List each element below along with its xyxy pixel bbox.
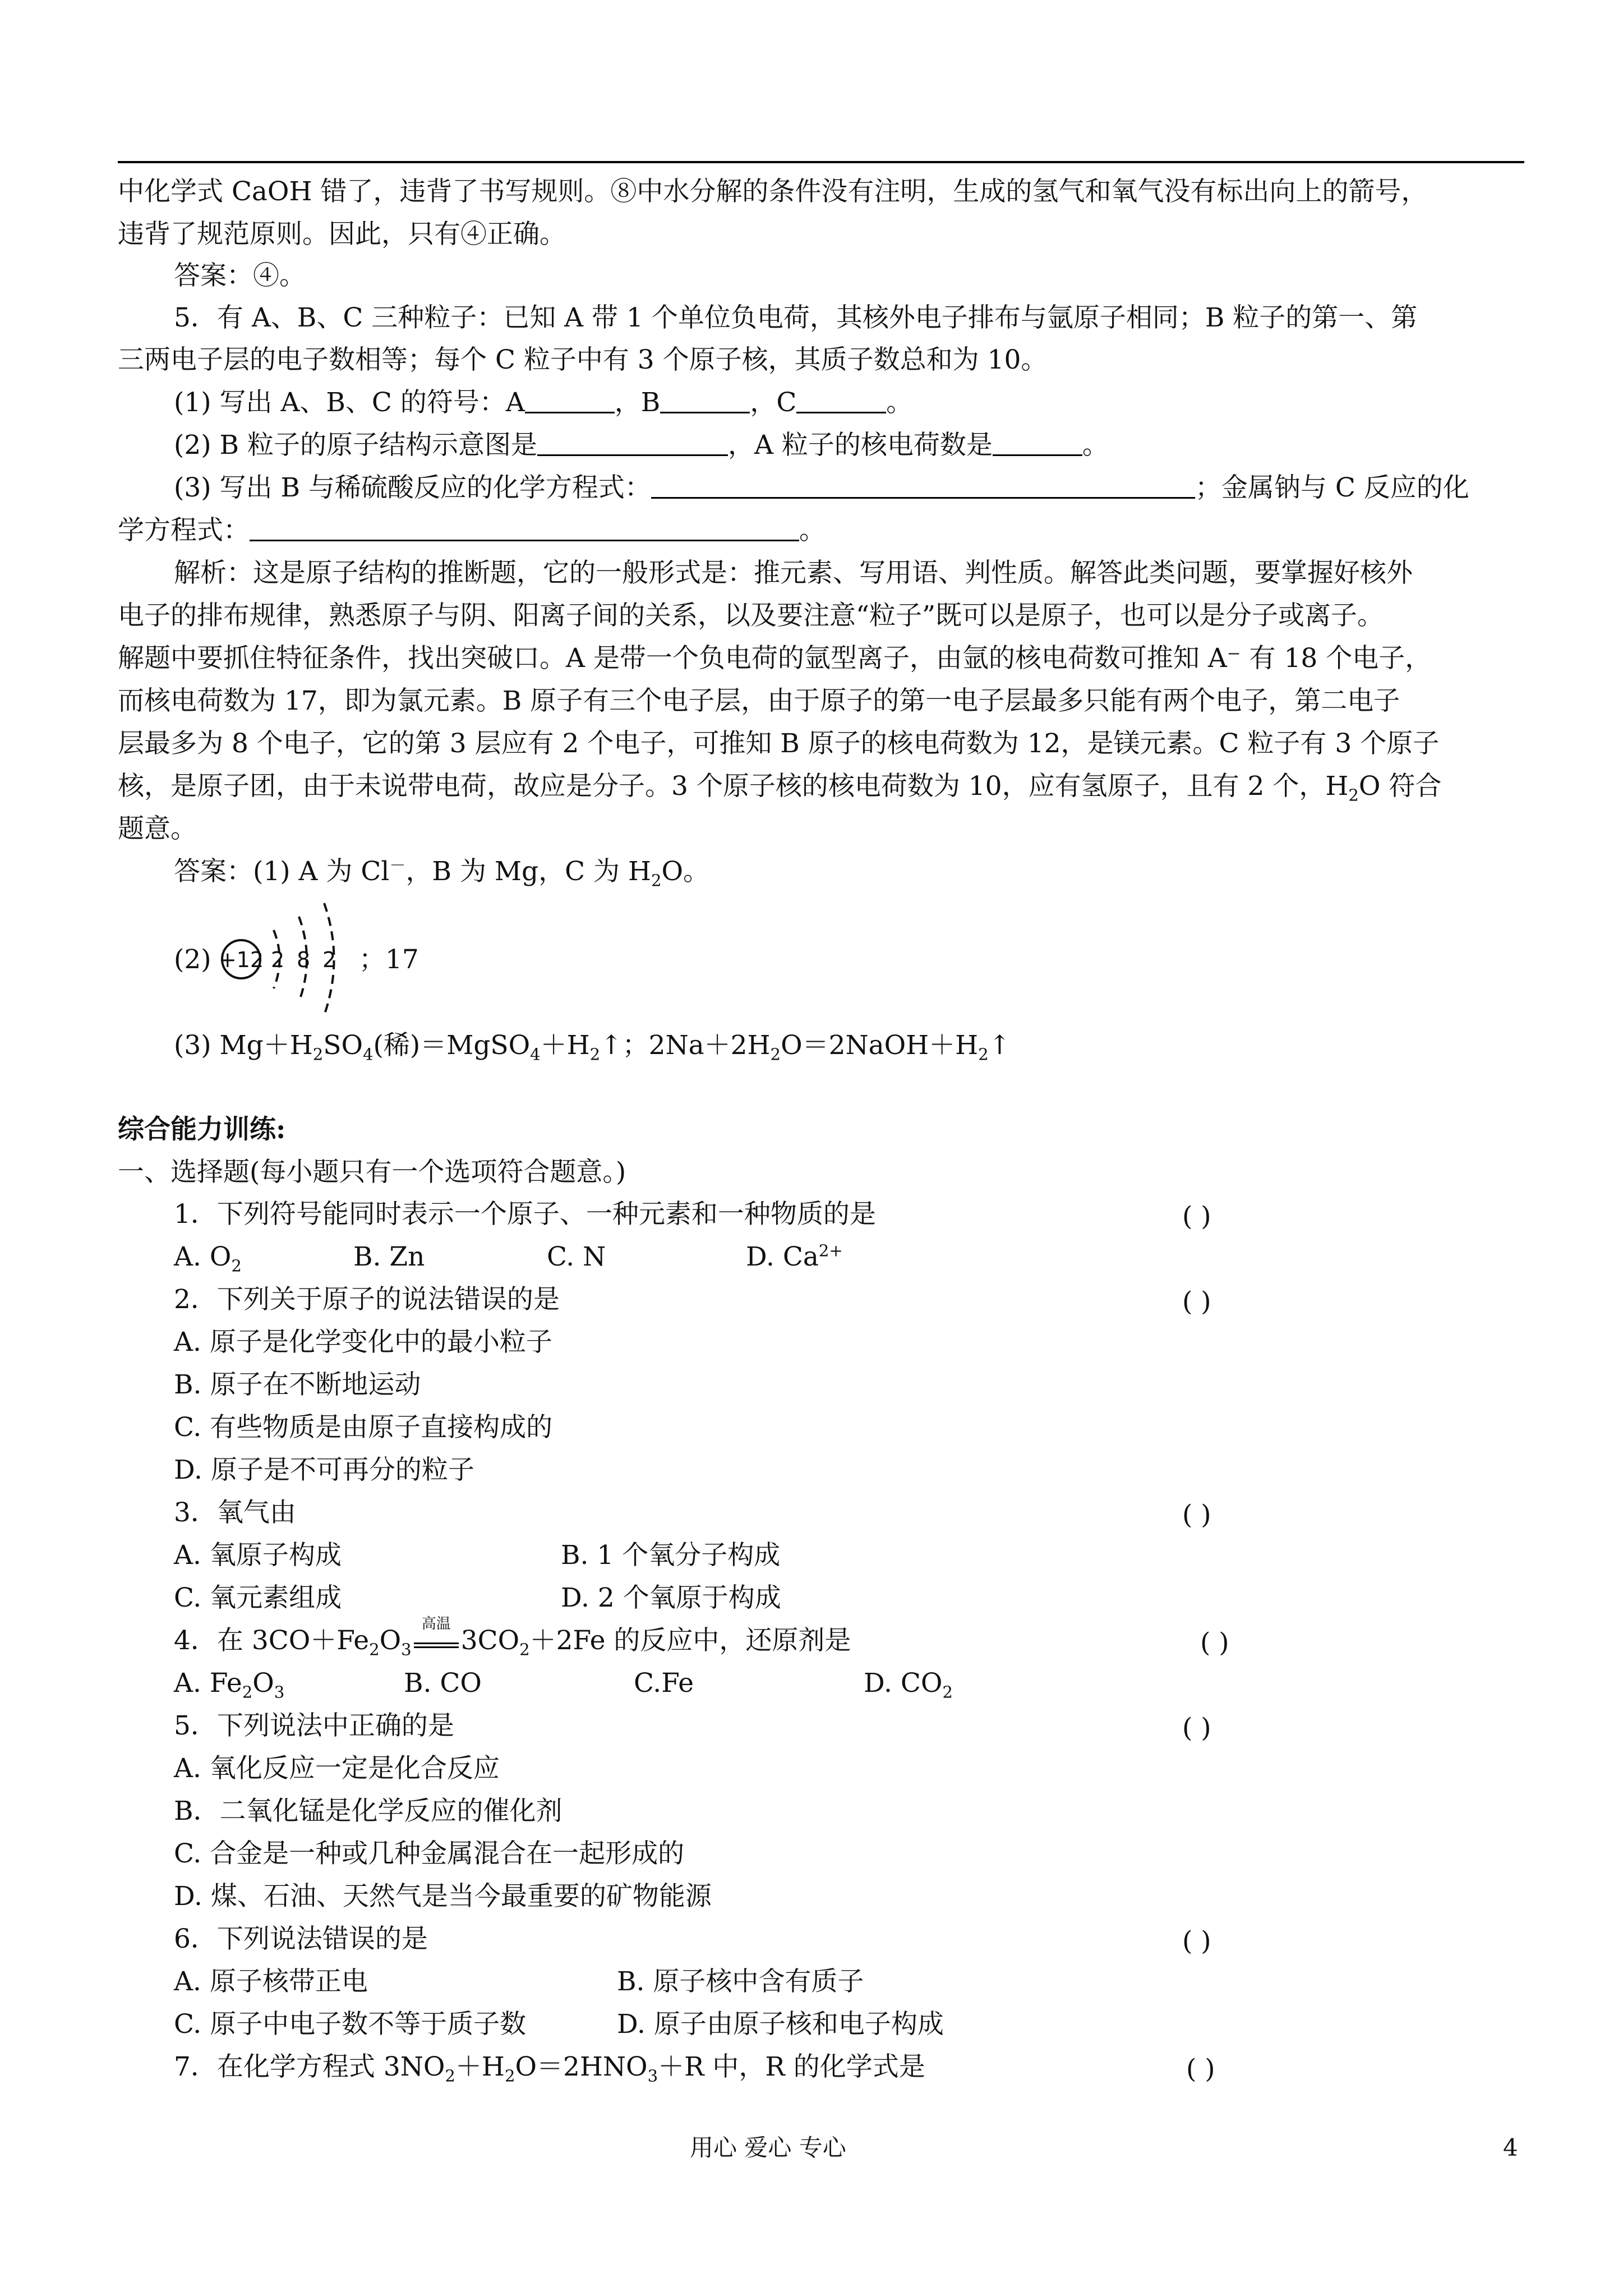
- question-5-option-d: D. 煤、石油、天然气是当今最重要的矿物能源: [174, 1881, 712, 1912]
- analysis-line-3: 解题中要抓住特征条件，找出突破口。A 是带一个负电荷的氩型离子，由氩的核电荷数可推知 A⁻ 有 18 个电子，: [118, 643, 1432, 674]
- question-4-answer-bracket: ( ): [1200, 1627, 1229, 1658]
- question-4-option-a: A. $Fe_2O_3$: [174, 1668, 285, 1702]
- question-6-option-b: B. 原子核中含有质子: [617, 1966, 864, 1997]
- shell-electrons-1: 2: [271, 947, 285, 972]
- question-4-option-b: B. CO: [404, 1668, 482, 1699]
- question-5-option-a: A. 氧化反应一定是化合反应: [174, 1753, 500, 1784]
- analysis-line-4: 而核电荷数为 17，即为氯元素。B 原子有三个电子层，由于原子的第一电子层最多只能有两个电子，第二电子: [118, 685, 1400, 716]
- blank-charge: [993, 432, 1082, 456]
- question-5-stem: 5．下列说法中正确的是: [174, 1710, 454, 1741]
- nucleus-charge: +12: [218, 947, 264, 972]
- blank-b: [660, 389, 750, 413]
- blank-c: [796, 389, 886, 413]
- question-1-option-b: B. Zn: [353, 1241, 425, 1272]
- mg-atom-structure-diagram: [216, 892, 362, 1027]
- answer-part-2-label: (2): [174, 944, 211, 975]
- question-6-option-d: D. 原子由原子核和电子构成: [617, 2009, 944, 2040]
- continued-line-1: 中化学式 CaOH 错了，违背了书写规则。⑧中水分解的条件没有注明，生成的氢气和氧气没有标出向上的箭号，: [118, 176, 1428, 207]
- question-3-stem: 3．氧气由: [174, 1497, 296, 1528]
- question-3-option-b: B. 1 个氧分子构成: [561, 1540, 781, 1571]
- question-2-option-c: C. 有些物质是由原子直接构成的: [174, 1412, 553, 1443]
- question-1-option-a: A. $O_2$: [174, 1241, 242, 1276]
- analysis-line-6: 核，是原子团，由于未说带电荷，故应是分子。3 个原子核的核电荷数为 10，应有氢原子，且有 2 个，$H_2O$ 符合: [118, 771, 1442, 805]
- analysis-line-5: 层最多为 8 个电子，它的第 3 层应有 2 个电子，可推知 B 原子的核电荷数为 12，是镁元素。C 粒子有 3 个原子: [118, 728, 1440, 759]
- shell-electrons-2: 8: [297, 947, 311, 972]
- footer-motto: 用心 爱心 专心: [690, 2134, 846, 2161]
- blank-equation-2: [250, 517, 799, 541]
- question-5-option-b: B．二氧化锰是化学反应的催化剂: [174, 1796, 562, 1826]
- blank-a: [525, 389, 615, 413]
- page-number: 4: [1503, 2134, 1518, 2161]
- q5-part-3-line-2: 学方程式： 。: [118, 515, 826, 546]
- q5-part-2: (2) B 粒子的原子结构示意图是 ，A 粒子的核电荷数是 。: [174, 430, 1109, 461]
- question-5-answer-bracket: ( ): [1182, 1713, 1211, 1743]
- q5-part-1: (1) 写出 A、B、C 的符号：A ，B ，C 。: [174, 387, 913, 418]
- question-6-option-c: C. 原子中电子数不等于质子数: [174, 2009, 527, 2040]
- high-temperature-condition: 高温: [412, 1628, 461, 1650]
- blank-equation-1: [651, 475, 1195, 499]
- analysis-line-7: 题意。: [118, 813, 197, 844]
- question-4-stem: 4．在 $3CO+Fe_2O_3$ 高温 $3CO_2+2Fe$ 的反应中，还原剂是: [174, 1616, 851, 1659]
- analysis-line-2: 电子的排布规律，熟悉原子与阴、阳离子间的关系，以及要注意“粒子”既可以是原子，也可以是分子或离子。: [118, 600, 1384, 631]
- continued-answer: 答案：④。: [174, 260, 306, 291]
- question-4-option-d: D. $CO_2$: [864, 1668, 953, 1702]
- continued-line-2: 违背了规范原则。因此，只有④正确。: [118, 219, 566, 250]
- answer-part-3: (3) $Mg+H_2SO_4$(稀)$=MgSO_4+H_2↑$；$2Na+2H_2O=2NaOH+H_2↑$: [174, 1030, 1011, 1064]
- question-2-option-b: B. 原子在不断地运动: [174, 1369, 421, 1400]
- section-title: 一、选择题(每小题只有一个选项符合题意。): [118, 1157, 626, 1188]
- analysis-line-1: 解析：这是原子结构的推断题，它的一般形式是：推元素、写用语、判性质。解答此类问题，要掌握好核外: [174, 558, 1413, 588]
- question-4-option-c: C.Fe: [634, 1668, 694, 1699]
- question-6-stem: 6．下列说法错误的是: [174, 1924, 428, 1954]
- question-2-option-a: A. 原子是化学变化中的最小粒子: [174, 1327, 552, 1358]
- question-6-option-a: A. 原子核带正电: [174, 1966, 368, 1997]
- q5-part-3: (3) 写出 B 与稀硫酸反应的化学方程式： ；金属钠与 C 反应的化: [174, 472, 1469, 503]
- question-5-option-c: C. 合金是一种或几种金属混合在一起形成的: [174, 1838, 685, 1869]
- question-1-answer-bracket: ( ): [1182, 1201, 1211, 1232]
- question-6-answer-bracket: ( ): [1182, 1926, 1211, 1957]
- section-heading: 综合能力训练:: [118, 1114, 286, 1145]
- shell-electrons-3: 2: [322, 947, 336, 972]
- answer-part-1: 答案：(1) A 为 Cl－，B 为 Mg，C 为 $H_2O$。: [174, 855, 710, 890]
- question-2-stem: 2．下列关于原子的说法错误的是: [174, 1284, 560, 1315]
- question-1-option-c: C. N: [547, 1241, 606, 1272]
- question-7-stem: 7．在化学方程式 $3NO_2+H_2O=2HNO_3+R$ 中，R 的化学式是: [174, 2051, 925, 2086]
- question-3-answer-bracket: ( ): [1182, 1499, 1211, 1530]
- q5-stem-line-2: 三两电子层的电子数相等；每个 C 粒子中有 3 个原子核，其质子数总和为 10。: [118, 344, 1048, 375]
- question-1-stem: 1．下列符号能同时表示一个原子、一种元素和一种物质的是: [174, 1199, 876, 1230]
- question-1-option-d: D. $Ca^{2+}$: [746, 1241, 843, 1272]
- question-2-answer-bracket: ( ): [1182, 1286, 1211, 1317]
- question-3-option-a: A. 氧原子构成: [174, 1540, 342, 1571]
- question-2-option-d: D. 原子是不可再分的粒子: [174, 1455, 474, 1485]
- blank-diagram: [537, 432, 728, 456]
- question-3-option-d: D. 2 个氧原于构成: [561, 1582, 781, 1613]
- question-7-answer-bracket: ( ): [1186, 2054, 1215, 2085]
- header-rule: [118, 161, 1524, 163]
- q5-stem-line-1: 5．有 A、B、C 三种粒子：已知 A 带 1 个单位负电荷，其核外电子排布与氩原子相同；B 粒子的第一、第: [174, 302, 1418, 333]
- answer-part-2-charge: ；17: [359, 944, 419, 975]
- question-3-option-c: C. 氧元素组成: [174, 1582, 342, 1613]
